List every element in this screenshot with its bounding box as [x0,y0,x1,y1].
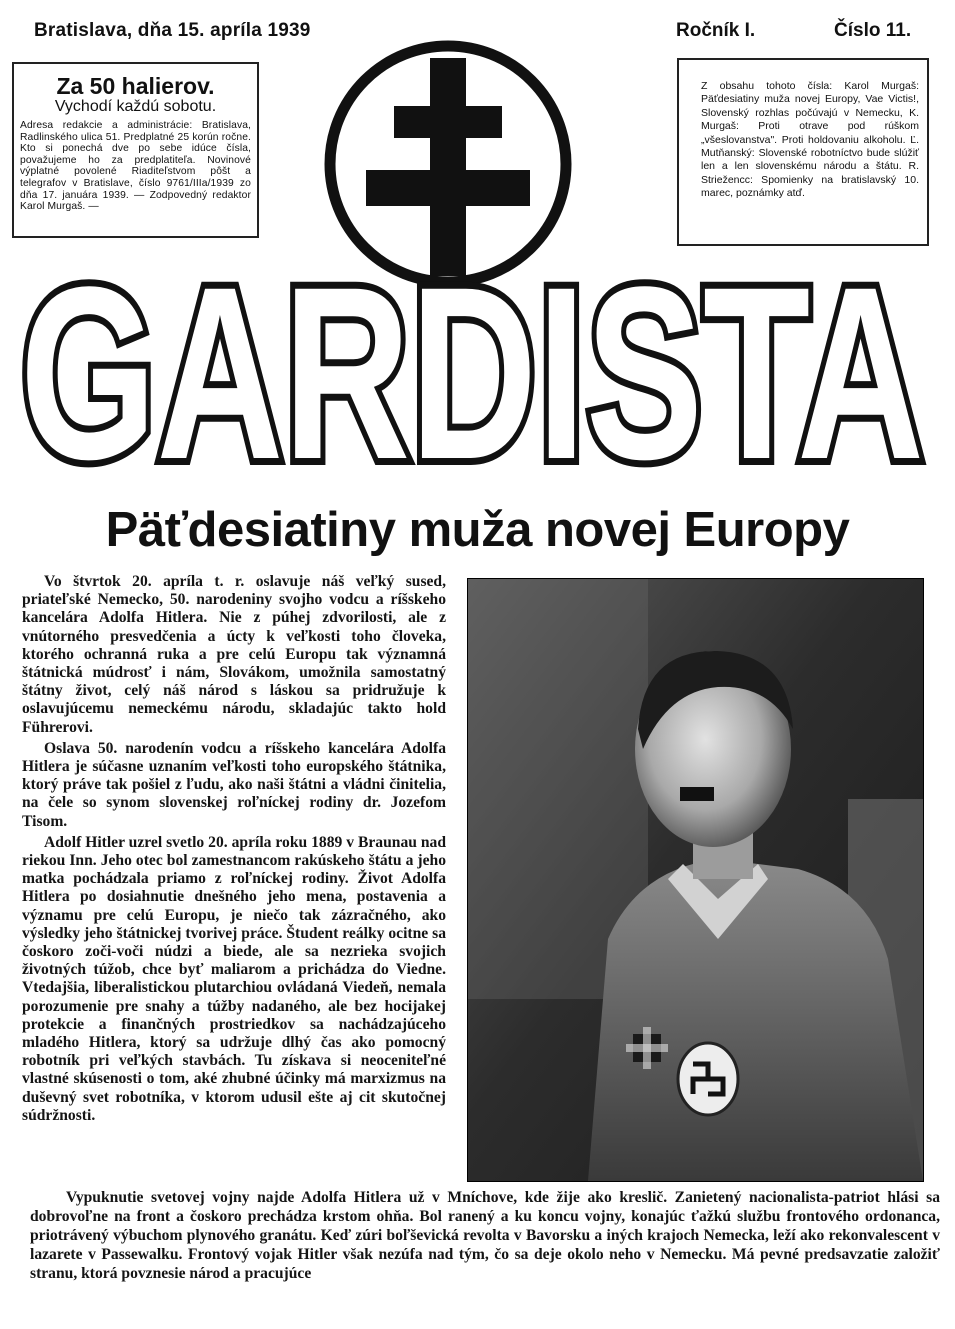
portrait-photo [467,578,924,1182]
masthead-text: GARDISTA [20,262,924,482]
article-headline: Päťdesiatiny muža novej Europy [105,503,850,557]
article-paragraph: Vo štvrtok 20. apríla t. r. oslavuje náš veľký sused, priateľské Nemecko, 50. narodeniny svojho vodcu a ríšskeho kancelára Adolfa Hitlera. Nie z púhej zdvorilosti, ale z vnútorného presvedčenia a úcty k veľkosti toho človeka, ktorého ochranná ruka a pre celú Europu tak významná štátnická múdrosť i nám, Slovákom, umožnila samostatný štátny život, celý náš národ s láskou sa pridružuje k oslavujúcemu nemeckému národu, skladajúc takto hold Führerovi. [22,573,446,736]
dateline: Bratislava, dňa 15. apríla 1939 [34,20,311,41]
double-cross-icon [318,34,588,294]
article-continuation: Vypuknutie svetovej vojny najde Adolfa Hitlera už v Mníchove, kde žije ako kreslič. Zanietený nacionalista-patriot hlási sa dobrovoľne na front a čoskoro prechádza krstom ohňa. Bol ranený a ku koncu vojny, konajúc ťažkú službu frontového ordonanca, priotrávený výbuchom plynového granátu. Keď zúri boľševická revolta v Bavorsku a iných krajoch Nemecka, leží ako rekonvalescent v lazarete v Passewalku. Frontový vojak Hitler však nezúfa nad tým, čo sa deje okolo neho v Nemecku. Má pevné predsavzatie založiť stranu, ktorá povznesie národ a pracujúce [30,1189,940,1282]
subscription-box [12,62,259,238]
issue-number: Číslo 11. [834,20,912,41]
article-paragraph: Oslava 50. narodenín vodcu a ríšskeho kancelára Adolfa Hitlera je súčasne uznaním veľkosti toho europského štátnika, ktorý práve tak pošiel z ľudu, ako naši štátni a vládni činitelia, na čele so synom slovenskej roľníckej rodiny dr. Jozefom Tisom. [22,739,446,830]
article-column [22,573,446,1128]
article-paragraph: Adolf Hitler uzrel svetlo 20. apríla roku 1889 v Braunau nad riekou Inn. Jeho otec bol zamestnancom rakúskeho štátu a jeho matka pochádzala priamo z roľníckej rodiny. Život Adolfa Hitlera po dosiahnutie dnešného jeho mena, postavenia a významu pre celú Europu, je niečo tak zázračného, ako výsledky jeho štátnickej tvorivej práce. Študent reálky ocitne sa čoskoro zoči-voči núdzi a biede, ale sa nezrieka svojich životných túžob, chce byť maliarom a prichádza do Viedne. Vtedajšia, liberalistickou plutarchiou ovládaná Viedeň, nemala porozumenie pre snahy a túžby nadaného, ale bez hocijakej protekcie a finančných prostriedkov sa nachádzajúceho mladého Hitlera, ktorý sa udržuje dlhý čas ako pomocný robotník pri veľkých stavbách. Tu získava si neoceniteľné vlastné skúsenosti o tom, aké zhubné účinky má marxizmus na duševný svet robotníka, v ktorom udusil ešte aj cit skutočnej súdržnosti. [22,833,446,1124]
contents-box: Z obsahu tohoto čísla: Karol Murgaš: Päťdesiatiny muža novej Europy, Vae Victis!, Slovenský rozhlas počúvajú v Nemecku, K. Murgaš: Proti otrave pod rúškom „všeslovanstva". Proti holdovaniu alkoholu. Ľ. Mutňanský: Slovenské robotníctvo bude slúžiť len a len slovenskému národu a štátu. R. Striežencc: Spomienky na bratislavský 10. marec, poznámky atď. [677,58,929,246]
volume-number: Ročník I. [676,20,756,41]
administration-info: Adresa redakcie a administrácie: Bratislava, Radlinského ulica 51. Predplatné 25 korún ročne. Kto si ponechá dve po sebe idúce čísla, považujeme ho za predplatiteľa. Novinové výplatné povolené Riaditeľstvom pôšt a telegrafov v Bratislave, číslo 9761/IIIa/1939 zo dňa 17. januára 1939. — Zodpovedný redaktor Karol Murgaš. — [20,120,251,213]
publication-frequency: Vychodí každú sobotu. [54,98,217,115]
price-label: Za 50 halierov. [56,73,215,99]
masthead-title [14,262,934,482]
